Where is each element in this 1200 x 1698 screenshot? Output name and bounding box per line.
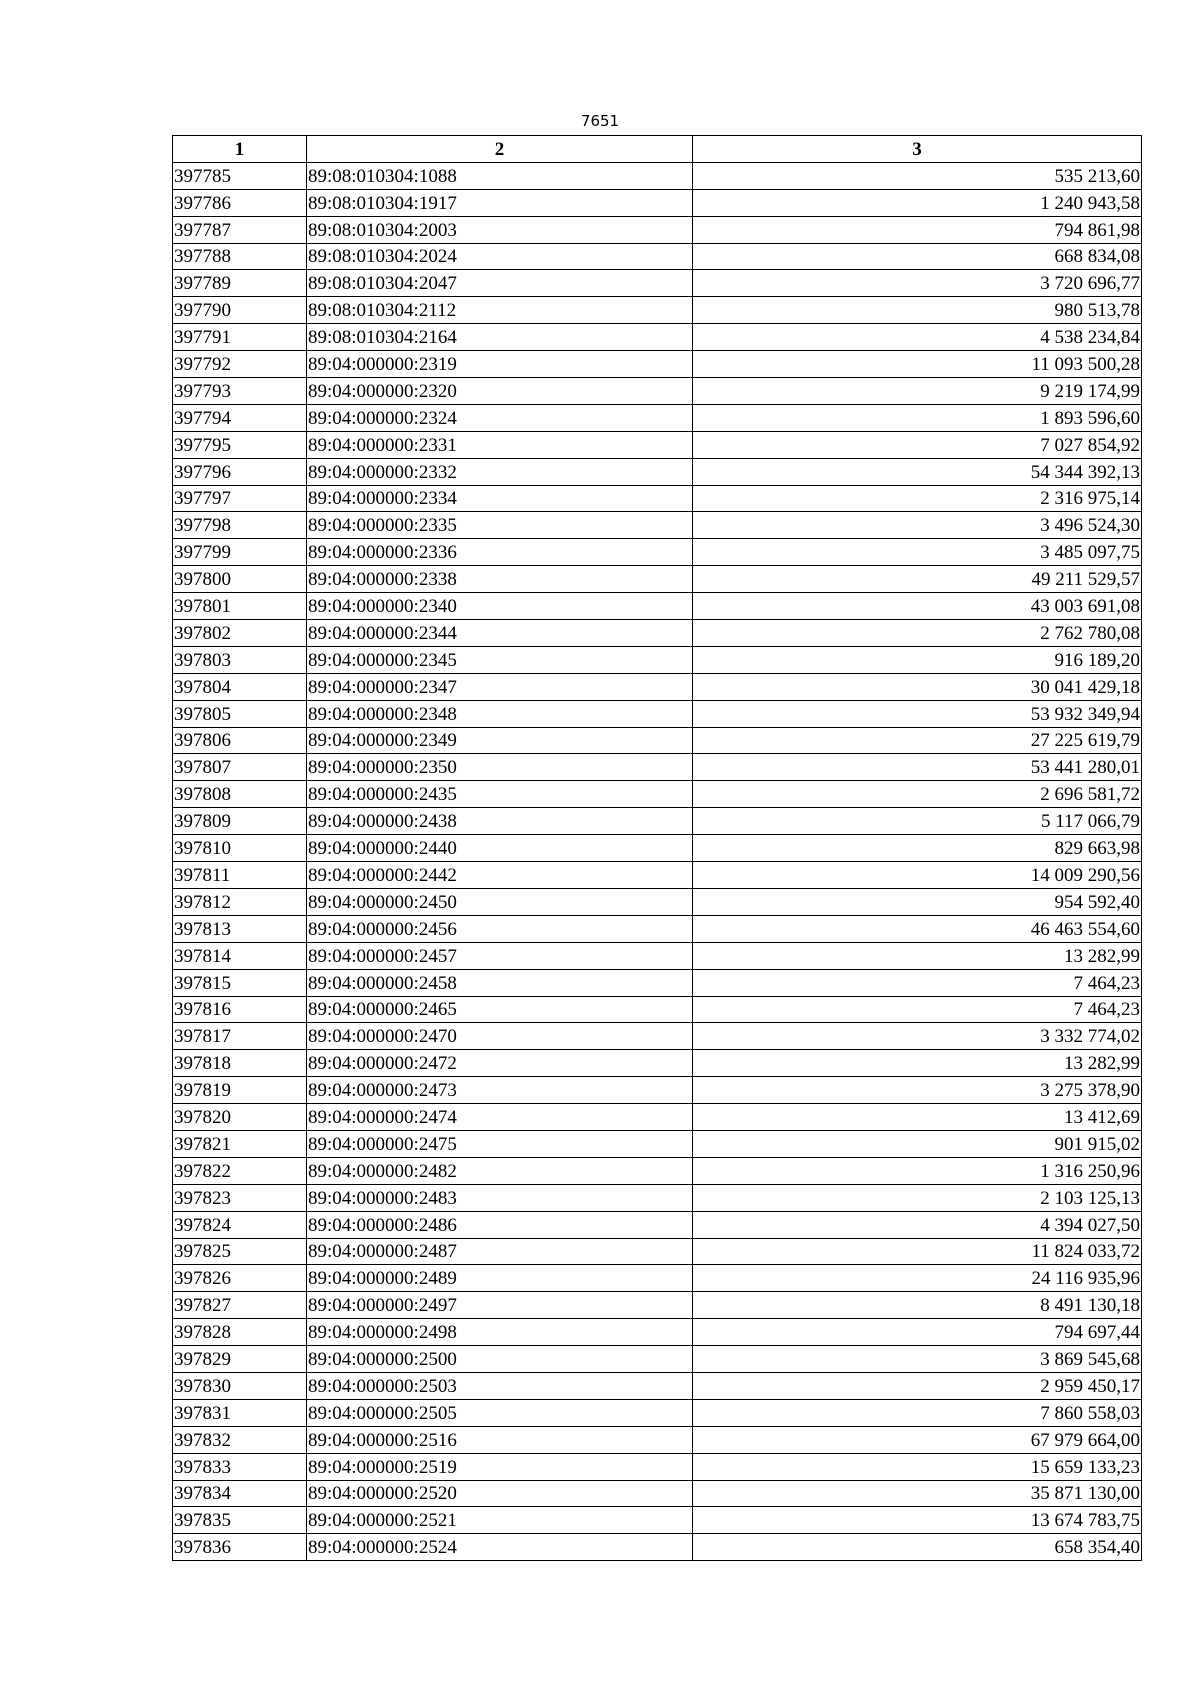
value-cell: 980 513,78 [693, 297, 1142, 324]
column-header-3: 3 [693, 136, 1142, 163]
table-row [173, 351, 1142, 378]
value-cell: 2 103 125,13 [693, 1184, 1142, 1211]
row-number-cell: 397806 [173, 727, 307, 754]
table-row [173, 1211, 1142, 1238]
table-row [173, 1077, 1142, 1104]
table-row [173, 378, 1142, 405]
cadastral-number-cell: 89:04:000000:2505 [307, 1399, 693, 1426]
row-number-cell: 397825 [173, 1238, 307, 1265]
row-number-cell: 397833 [173, 1453, 307, 1480]
row-number-cell: 397787 [173, 216, 307, 243]
cadastral-number-cell: 89:08:010304:2024 [307, 243, 693, 270]
row-number-cell: 397795 [173, 431, 307, 458]
row-number-cell: 397810 [173, 835, 307, 862]
row-number-cell: 397823 [173, 1184, 307, 1211]
cadastral-number-cell: 89:04:000000:2456 [307, 915, 693, 942]
table-row [173, 862, 1142, 889]
table-row [173, 566, 1142, 593]
row-number-cell: 397791 [173, 324, 307, 351]
row-number-cell: 397801 [173, 593, 307, 620]
cadastral-number-cell: 89:04:000000:2350 [307, 754, 693, 781]
value-cell: 658 354,40 [693, 1534, 1142, 1561]
value-cell: 794 697,44 [693, 1319, 1142, 1346]
cadastral-number-cell: 89:04:000000:2332 [307, 458, 693, 485]
row-number-cell: 397812 [173, 888, 307, 915]
table-row [173, 189, 1142, 216]
cadastral-number-cell: 89:04:000000:2340 [307, 593, 693, 620]
value-cell: 2 762 780,08 [693, 620, 1142, 647]
value-cell: 4 394 027,50 [693, 1211, 1142, 1238]
value-cell: 1 240 943,58 [693, 189, 1142, 216]
column-header-1: 1 [173, 136, 307, 163]
cadastral-number-cell: 89:04:000000:2458 [307, 969, 693, 996]
table-row [173, 646, 1142, 673]
value-cell: 13 412,69 [693, 1104, 1142, 1131]
table-row [173, 1480, 1142, 1507]
row-number-cell: 397832 [173, 1426, 307, 1453]
row-number-cell: 397804 [173, 673, 307, 700]
value-cell: 7 860 558,03 [693, 1399, 1142, 1426]
row-number-cell: 397798 [173, 512, 307, 539]
page-number: 7651 [580, 112, 620, 130]
value-cell: 8 491 130,18 [693, 1292, 1142, 1319]
row-number-cell: 397830 [173, 1372, 307, 1399]
value-cell: 27 225 619,79 [693, 727, 1142, 754]
table-row [173, 1130, 1142, 1157]
table-row [173, 673, 1142, 700]
value-cell: 3 332 774,02 [693, 1023, 1142, 1050]
table-row [173, 512, 1142, 539]
cadastral-number-cell: 89:04:000000:2349 [307, 727, 693, 754]
table-row [173, 324, 1142, 351]
row-number-cell: 397826 [173, 1265, 307, 1292]
cadastral-number-cell: 89:08:010304:2164 [307, 324, 693, 351]
table-row [173, 1023, 1142, 1050]
cadastral-number-cell: 89:04:000000:2348 [307, 700, 693, 727]
row-number-cell: 397800 [173, 566, 307, 593]
row-number-cell: 397796 [173, 458, 307, 485]
value-cell: 5 117 066,79 [693, 808, 1142, 835]
value-cell: 916 189,20 [693, 646, 1142, 673]
cadastral-number-cell: 89:04:000000:2435 [307, 781, 693, 808]
cadastral-number-cell: 89:08:010304:1088 [307, 162, 693, 189]
table-row [173, 216, 1142, 243]
cadastral-number-cell: 89:04:000000:2457 [307, 942, 693, 969]
row-number-cell: 397814 [173, 942, 307, 969]
row-number-cell: 397836 [173, 1534, 307, 1561]
registry-table [172, 135, 1142, 1561]
table-row [173, 781, 1142, 808]
value-cell: 46 463 554,60 [693, 915, 1142, 942]
value-cell: 901 915,02 [693, 1130, 1142, 1157]
row-number-cell: 397828 [173, 1319, 307, 1346]
cadastral-number-cell: 89:08:010304:1917 [307, 189, 693, 216]
value-cell: 2 959 450,17 [693, 1372, 1142, 1399]
value-cell: 54 344 392,13 [693, 458, 1142, 485]
table-row [173, 620, 1142, 647]
row-number-cell: 397808 [173, 781, 307, 808]
cadastral-number-cell: 89:04:000000:2475 [307, 1130, 693, 1157]
cadastral-number-cell: 89:08:010304:2003 [307, 216, 693, 243]
cadastral-number-cell: 89:04:000000:2500 [307, 1346, 693, 1373]
table-row [173, 1265, 1142, 1292]
table-row [173, 1399, 1142, 1426]
value-cell: 53 441 280,01 [693, 754, 1142, 781]
value-cell: 67 979 664,00 [693, 1426, 1142, 1453]
value-cell: 2 316 975,14 [693, 485, 1142, 512]
value-cell: 7 027 854,92 [693, 431, 1142, 458]
table-row [173, 404, 1142, 431]
cadastral-number-cell: 89:04:000000:2450 [307, 888, 693, 915]
cadastral-number-cell: 89:04:000000:2338 [307, 566, 693, 593]
row-number-cell: 397831 [173, 1399, 307, 1426]
table-row [173, 754, 1142, 781]
cadastral-number-cell: 89:04:000000:2442 [307, 862, 693, 889]
cadastral-number-cell: 89:04:000000:2465 [307, 996, 693, 1023]
value-cell: 3 720 696,77 [693, 270, 1142, 297]
table-row [173, 431, 1142, 458]
cadastral-number-cell: 89:04:000000:2331 [307, 431, 693, 458]
table-row [173, 1426, 1142, 1453]
table-row [173, 969, 1142, 996]
table-row [173, 1453, 1142, 1480]
value-cell: 7 464,23 [693, 996, 1142, 1023]
value-cell: 3 275 378,90 [693, 1077, 1142, 1104]
row-number-cell: 397803 [173, 646, 307, 673]
cadastral-number-cell: 89:04:000000:2473 [307, 1077, 693, 1104]
cadastral-number-cell: 89:04:000000:2497 [307, 1292, 693, 1319]
cadastral-number-cell: 89:04:000000:2320 [307, 378, 693, 405]
cadastral-number-cell: 89:04:000000:2474 [307, 1104, 693, 1131]
table-row [173, 1050, 1142, 1077]
cadastral-number-cell: 89:08:010304:2112 [307, 297, 693, 324]
cadastral-number-cell: 89:04:000000:2472 [307, 1050, 693, 1077]
table-row [173, 942, 1142, 969]
table-row [173, 485, 1142, 512]
row-number-cell: 397817 [173, 1023, 307, 1050]
table-row [173, 808, 1142, 835]
value-cell: 30 041 429,18 [693, 673, 1142, 700]
cadastral-number-cell: 89:04:000000:2486 [307, 1211, 693, 1238]
row-number-cell: 397802 [173, 620, 307, 647]
cadastral-number-cell: 89:04:000000:2503 [307, 1372, 693, 1399]
table-row [173, 539, 1142, 566]
cadastral-number-cell: 89:04:000000:2521 [307, 1507, 693, 1534]
value-cell: 9 219 174,99 [693, 378, 1142, 405]
table-row [173, 727, 1142, 754]
value-cell: 794 861,98 [693, 216, 1142, 243]
table-row [173, 915, 1142, 942]
table-header-row [173, 136, 1142, 163]
cadastral-number-cell: 89:04:000000:2519 [307, 1453, 693, 1480]
table-row [173, 700, 1142, 727]
cadastral-number-cell: 89:04:000000:2516 [307, 1426, 693, 1453]
table-row [173, 1292, 1142, 1319]
row-number-cell: 397789 [173, 270, 307, 297]
row-number-cell: 397792 [173, 351, 307, 378]
row-number-cell: 397807 [173, 754, 307, 781]
value-cell: 3 485 097,75 [693, 539, 1142, 566]
value-cell: 24 116 935,96 [693, 1265, 1142, 1292]
cadastral-number-cell: 89:04:000000:2334 [307, 485, 693, 512]
value-cell: 35 871 130,00 [693, 1480, 1142, 1507]
row-number-cell: 397815 [173, 969, 307, 996]
table-row [173, 1319, 1142, 1346]
cadastral-number-cell: 89:04:000000:2336 [307, 539, 693, 566]
value-cell: 829 663,98 [693, 835, 1142, 862]
table-row [173, 1507, 1142, 1534]
column-header-2: 2 [307, 136, 693, 163]
cadastral-number-cell: 89:04:000000:2483 [307, 1184, 693, 1211]
cadastral-number-cell: 89:04:000000:2335 [307, 512, 693, 539]
row-number-cell: 397821 [173, 1130, 307, 1157]
cadastral-number-cell: 89:04:000000:2319 [307, 351, 693, 378]
value-cell: 15 659 133,23 [693, 1453, 1142, 1480]
row-number-cell: 397834 [173, 1480, 307, 1507]
cadastral-number-cell: 89:04:000000:2487 [307, 1238, 693, 1265]
cadastral-number-cell: 89:04:000000:2347 [307, 673, 693, 700]
table-row [173, 593, 1142, 620]
value-cell: 53 932 349,94 [693, 700, 1142, 727]
table-row [173, 835, 1142, 862]
cadastral-number-cell: 89:04:000000:2438 [307, 808, 693, 835]
row-number-cell: 397786 [173, 189, 307, 216]
value-cell: 49 211 529,57 [693, 566, 1142, 593]
value-cell: 954 592,40 [693, 888, 1142, 915]
row-number-cell: 397788 [173, 243, 307, 270]
row-number-cell: 397816 [173, 996, 307, 1023]
value-cell: 7 464,23 [693, 969, 1142, 996]
table-row [173, 162, 1142, 189]
cadastral-number-cell: 89:04:000000:2482 [307, 1157, 693, 1184]
cadastral-number-cell: 89:04:000000:2345 [307, 646, 693, 673]
value-cell: 3 496 524,30 [693, 512, 1142, 539]
row-number-cell: 397793 [173, 378, 307, 405]
table-row [173, 1346, 1142, 1373]
cadastral-number-cell: 89:08:010304:2047 [307, 270, 693, 297]
row-number-cell: 397797 [173, 485, 307, 512]
row-number-cell: 397818 [173, 1050, 307, 1077]
cadastral-number-cell: 89:04:000000:2489 [307, 1265, 693, 1292]
cadastral-number-cell: 89:04:000000:2324 [307, 404, 693, 431]
cadastral-number-cell: 89:04:000000:2470 [307, 1023, 693, 1050]
row-number-cell: 397827 [173, 1292, 307, 1319]
row-number-cell: 397805 [173, 700, 307, 727]
table-row [173, 1104, 1142, 1131]
cadastral-number-cell: 89:04:000000:2520 [307, 1480, 693, 1507]
row-number-cell: 397809 [173, 808, 307, 835]
table-row [173, 1372, 1142, 1399]
value-cell: 3 869 545,68 [693, 1346, 1142, 1373]
table-row [173, 243, 1142, 270]
table-row [173, 996, 1142, 1023]
table-row [173, 1238, 1142, 1265]
row-number-cell: 397785 [173, 162, 307, 189]
row-number-cell: 397829 [173, 1346, 307, 1373]
value-cell: 1 316 250,96 [693, 1157, 1142, 1184]
row-number-cell: 397790 [173, 297, 307, 324]
value-cell: 13 282,99 [693, 1050, 1142, 1077]
value-cell: 535 213,60 [693, 162, 1142, 189]
table-body [173, 162, 1142, 1560]
row-number-cell: 397799 [173, 539, 307, 566]
cadastral-number-cell: 89:04:000000:2344 [307, 620, 693, 647]
row-number-cell: 397820 [173, 1104, 307, 1131]
row-number-cell: 397811 [173, 862, 307, 889]
cadastral-number-cell: 89:04:000000:2524 [307, 1534, 693, 1561]
table-row [173, 1157, 1142, 1184]
value-cell: 11 824 033,72 [693, 1238, 1142, 1265]
value-cell: 13 282,99 [693, 942, 1142, 969]
cadastral-number-cell: 89:04:000000:2498 [307, 1319, 693, 1346]
value-cell: 43 003 691,08 [693, 593, 1142, 620]
value-cell: 14 009 290,56 [693, 862, 1142, 889]
row-number-cell: 397824 [173, 1211, 307, 1238]
table-row [173, 1184, 1142, 1211]
table-row [173, 458, 1142, 485]
table-row [173, 888, 1142, 915]
value-cell: 11 093 500,28 [693, 351, 1142, 378]
value-cell: 2 696 581,72 [693, 781, 1142, 808]
value-cell: 1 893 596,60 [693, 404, 1142, 431]
row-number-cell: 397835 [173, 1507, 307, 1534]
row-number-cell: 397794 [173, 404, 307, 431]
table-row [173, 1534, 1142, 1561]
row-number-cell: 397819 [173, 1077, 307, 1104]
cadastral-number-cell: 89:04:000000:2440 [307, 835, 693, 862]
value-cell: 668 834,08 [693, 243, 1142, 270]
row-number-cell: 397813 [173, 915, 307, 942]
value-cell: 13 674 783,75 [693, 1507, 1142, 1534]
row-number-cell: 397822 [173, 1157, 307, 1184]
value-cell: 4 538 234,84 [693, 324, 1142, 351]
table-row [173, 297, 1142, 324]
table-row [173, 270, 1142, 297]
